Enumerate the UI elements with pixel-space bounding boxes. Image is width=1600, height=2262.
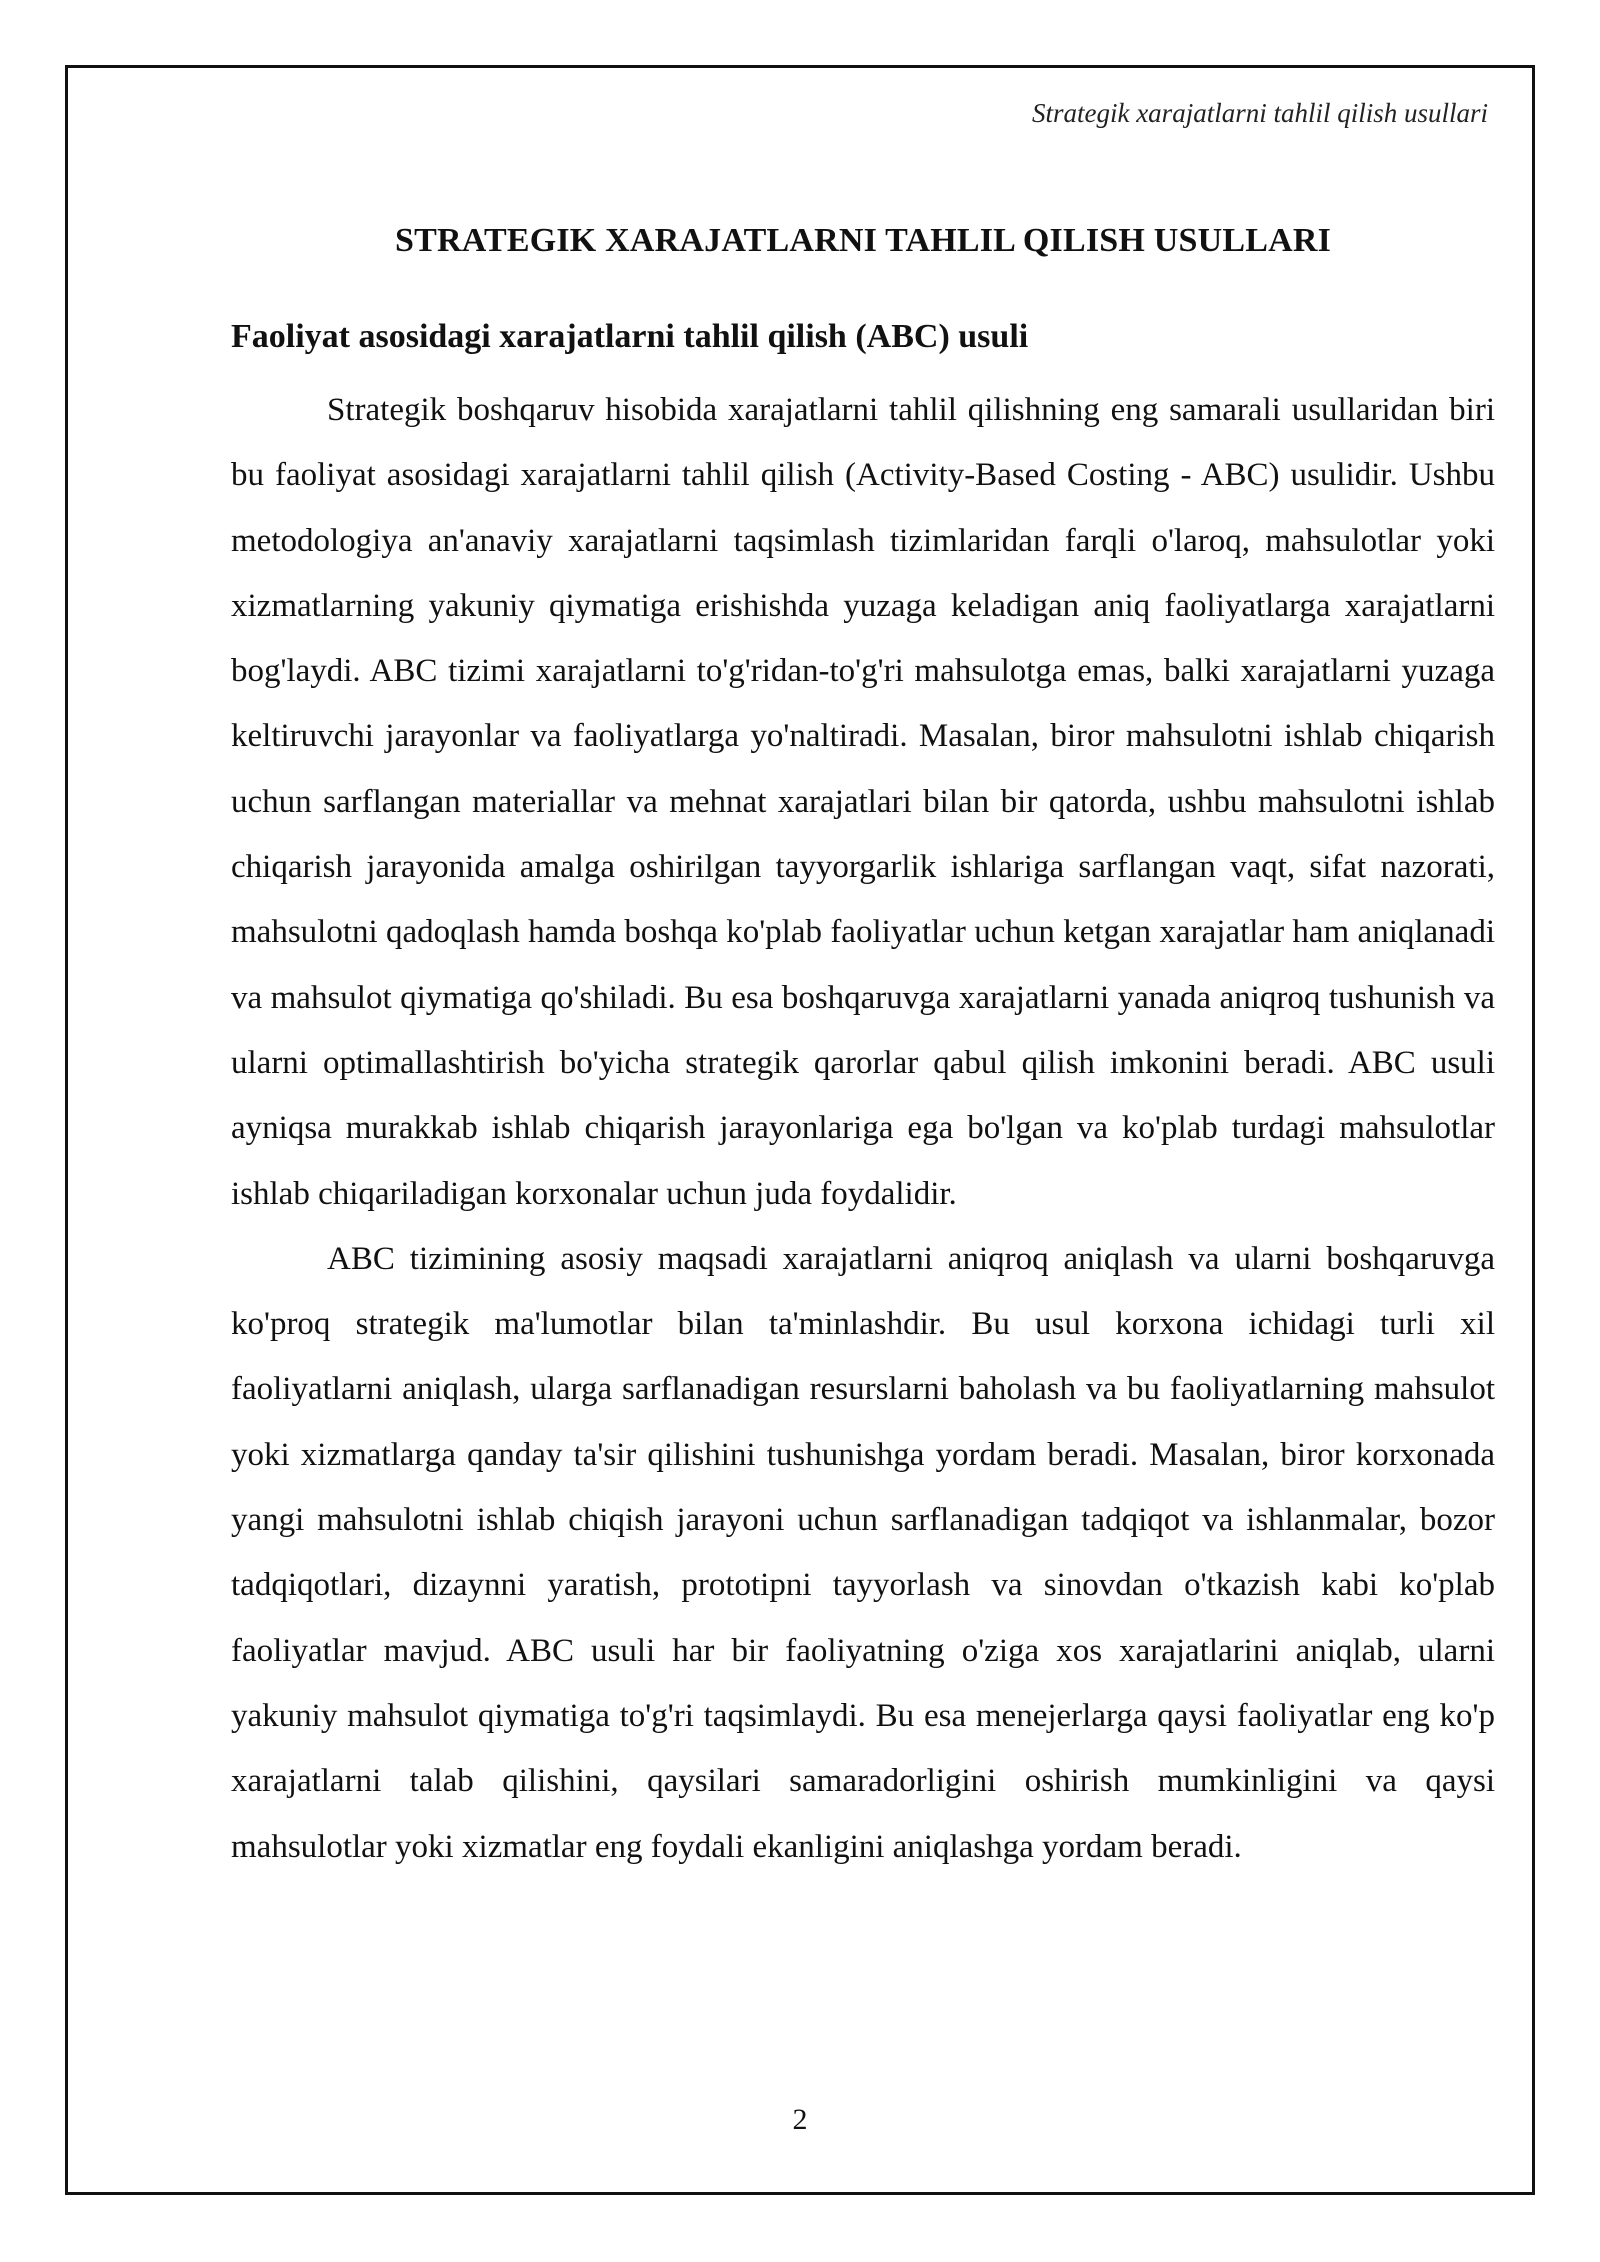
body-text	[231, 378, 1495, 1880]
page-number: 2	[792, 2103, 808, 2136]
paragraph: Strategik boshqaruv hisobida xarajatlarni tahlil qilishning eng samarali usullaridan biri bu faoliyat asosidagi xarajatlarni tahlil qilish (Activity-Based Costing - ABC) usulidir. Ushbu metodologiya an'anaviy xarajatlarni taqsimlash tizimlaridan farqli o'laroq, mahsulotlar yoki xizmatlarning yakuniy qiymatiga erishishda yuzaga keladigan aniq faoliyatlarga xarajatlarni bog'laydi. ABC tizimi xarajatlarni to'g'ridan-to'g'ri mahsulotga emas, balki xarajatlarni yuzaga keltiruvchi jarayonlar va faoliyatlarga yo'naltiradi. Masalan, biror mahsulotni ishlab chiqarish uchun sarflangan materiallar va mehnat xarajatlari bilan bir qatorda, ushbu mahsulotni ishlab chiqarish jarayonida amalga oshirilgan tayyorgarlik ishlariga sarflangan vaqt, sifat nazorati, mahsulotni qadoqlash hamda boshqa ko'plab faoliyatlar uchun ketgan xarajatlar ham aniqlanadi va mahsulot qiymatiga qo'shiladi. Bu esa boshqaruvga xarajatlarni yanada aniqroq tushunish va ularni optimallashtirish bo'yicha strategik qarorlar qabul qilish imkonini beradi. ABC usuli ayniqsa murakkab ishlab chiqarish jarayonlariga ega bo'lgan va ko'plab turdagi mahsulotlar ishlab chiqariladigan korxonalar uchun juda foydalidir.	[231, 392, 1495, 1212]
running-header: Strategik xarajatlarni tahlil qilish usullari	[1031, 98, 1488, 128]
document-body	[231, 215, 1495, 1880]
document-title: STRATEGIK XARAJATLARNI TAHLIL QILISH USULLARI	[394, 222, 1332, 259]
paragraph: ABC tizimining asosiy maqsadi xarajatlarni aniqroq aniqlash va ularni boshqaruvga ko'proq strategik ma'lumotlar bilan ta'minlashdir. Bu usul korxona ichidagi turli xil faoliyatlarni aniqlash, ularga sarflanadigan resurslarni baholash va bu faoliyatlarning mahsulot yoki xizmatlarga qanday ta'sir qilishini tushunishga yordam beradi. Masalan, biror korxonada yangi mahsulotni ishlab chiqish jarayoni uchun sarflanadigan tadqiqot va ishlanmalar, bozor tadqiqotlari, dizaynni yaratish, prototipni tayyorlash va sinovdan o'tkazish kabi ko'plab faoliyatlar mavjud. ABC usuli har bir faoliyatning o'ziga xos xarajatlarini aniqlab, ularni yakuniy mahsulot qiymatiga to'g'ri taqsimlaydi. Bu esa menejerlarga qaysi faoliyatlar eng ko'p xarajatlarni talab qilishini, qaysilari samaradorligini oshirish mumkinligini va qaysi mahsulotlar yoki xizmatlar eng foydali ekanligini aniqlashga yordam beradi.	[231, 1240, 1495, 1865]
section-heading: Faoliyat asosidagi xarajatlarni tahlil qilish (ABC) usuli	[231, 318, 1029, 355]
